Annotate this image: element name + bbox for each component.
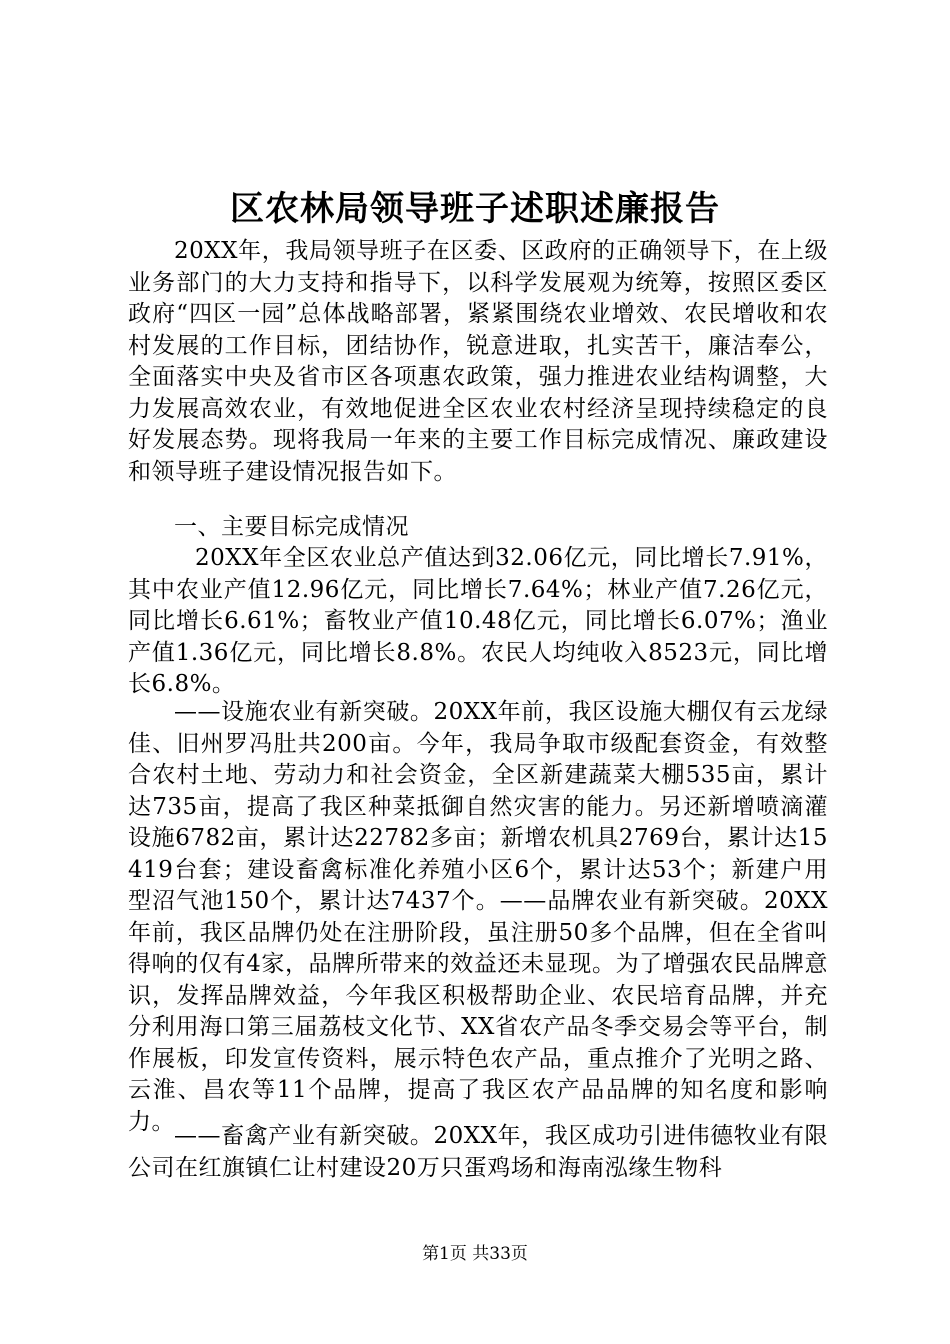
intro-paragraph: 20XX年，我局领导班子在区委、区政府的正确领导下，在上级业务部门的大力支持和指导下，以科学发展观为统筹，按照区委区政府“四区一园”总体战略部署，紧紧围绕农业增效、农民增收和农村发展的工作目标，团结协作，锐意进取，扎实苦干，廉洁奉公，全面落实中央及省市区各项惠农政策，强力推进农业结构调整，大力发展高效农业，有效地促进全区农业农村经济呈现持续稳定的良好发展态势。现将我局一年来的主要工作目标完成情况、廉政建设和领导班子建设情况报告如下。	[128, 238, 828, 485]
section-heading: 一、主要目标完成情况	[174, 514, 409, 540]
page-footer: 第1页 共33页	[422, 1244, 528, 1264]
output-value-paragraph: 20XX年全区农业总产值达到32.06亿元，同比增长7.91%，其中农业产值12.96亿元，同比增长7.64%；林业产值7.26亿元，同比增长6.61%；畜牧业产值10.48亿元，同比增长6.07%；渔业产值1.36亿元，同比增长8.8%。农民人均纯收入8523元，同比增长6.8%。	[128, 545, 828, 697]
page-title: 区农林局领导班子述职述廉报告	[230, 189, 720, 229]
livestock-paragraph: ——畜禽产业有新突破。20XX年，我区成功引进伟德牧业有限公司在红旗镇仁让村建设20万只蛋鸡场和海南泓缘生物科	[128, 1123, 828, 1181]
facility-agriculture-paragraph: ——设施农业有新突破。20XX年前，我区设施大棚仅有云龙绿佳、旧州罗冯肚共200亩。今年，我局争取市级配套资金，有效整合农村土地、劳动力和社会资金，全区新建蔬菜大棚535亩，累计达735亩，提高了我区种菜抵御自然灾害的能力。另还新增喷滴灌设施6782亩，累计达22782多亩；新增农机具2769台，累计达15419台套；建设畜禽标准化养殖小区6个，累计达53个；新建户用型沼气池150个，累计达7437个。——品牌农业有新突破。20XX年前，我区品牌仍处在注册阶段，虽注册50多个品牌，但在全省叫得响的仅有4家，品牌所带来的效益还未显现。为了增强农民品牌意识，发挥品牌效益，今年我区积极帮助企业、农民培育品牌，并充分利用海口第三届荔枝文化节、XX省农产品冬季交易会等平台，制作展板，印发宣传资料，展示特色农产品，重点推介了光明之路、云淮、昌农等11个品牌，提高了我区农产品品牌的知名度和影响力。	[128, 699, 828, 1135]
